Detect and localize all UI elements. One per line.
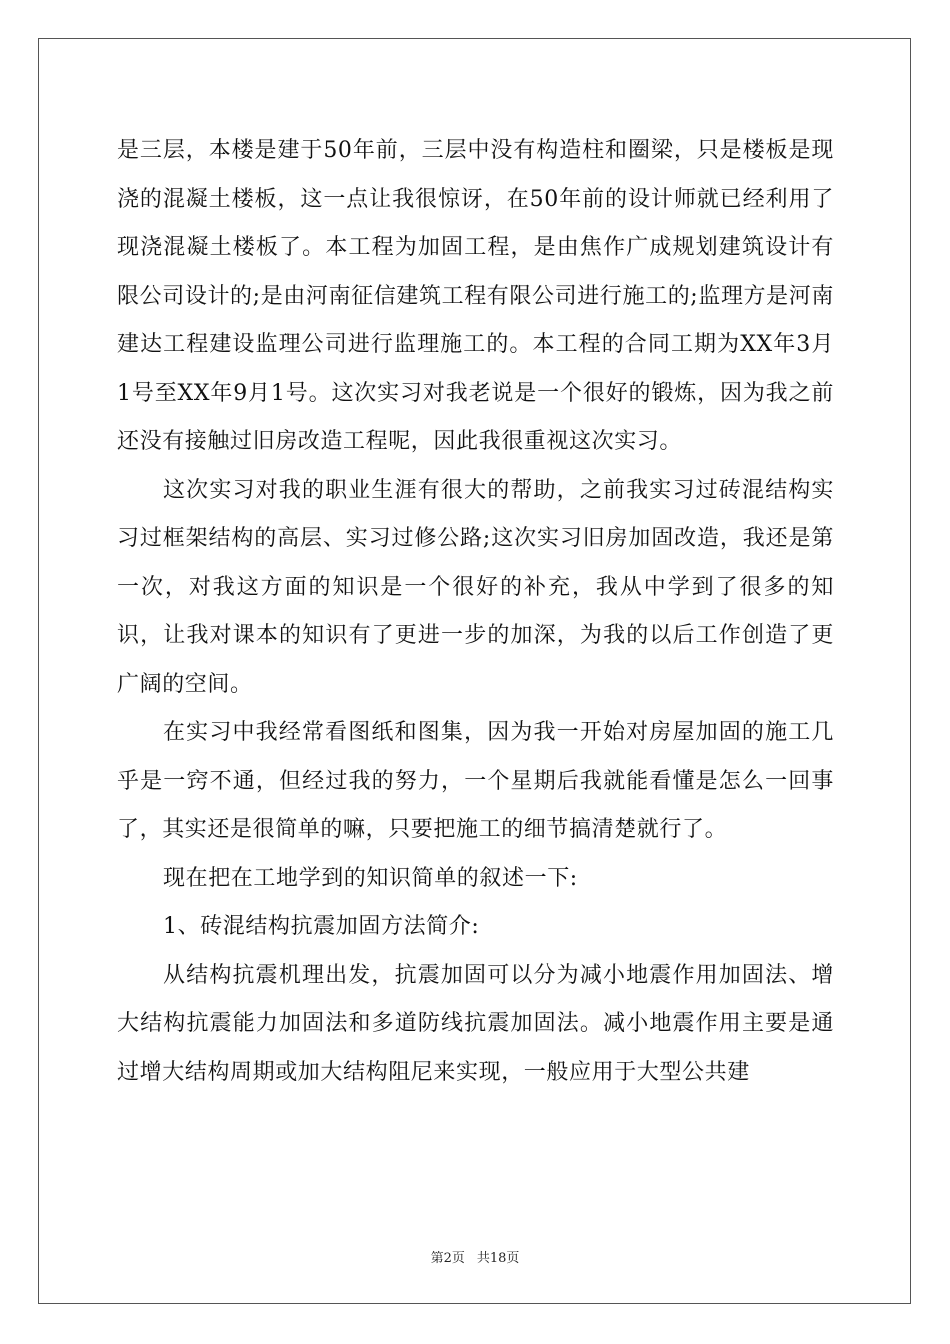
section-heading: 1、砖混结构抗震加固方法简介: <box>163 914 480 939</box>
paragraph-3: 在实习中我经常看图纸和图集，因为我一开始对房屋加固的施工几乎是一窍不通，但经过我的努力，一个星期后我就能看懂是怎么一回事了，其实还是很简单的嘛，只要把施工的细节搞清楚就行了。 <box>117 720 834 842</box>
paragraph-1: 是三层，本楼是建于50年前，三层中没有构造柱和圈梁，只是楼板是现浇的混凝土楼板，这一点让我很惊讶，在50年前的设计师就已经利用了现浇混凝土楼板了。本工程为加固工程，是由焦作广成规划建筑设计有限公司设计的;是由河南征信建筑工程有限公司进行施工的;监理方是河南建达工程建设监理公司进行监理施工的。本工程的合同工期为XX年3月1号至XX年9月1号。这次实习对我老说是一个很好的锻炼，因为我之前还没有接触过旧房改造工程呢，因此我很重视这次实习。 <box>117 138 834 454</box>
paragraph-6: 从结构抗震机理出发，抗震加固可以分为减小地震作用加固法、增大结构抗震能力加固法和多道防线抗震加固法。减小地震作用主要是通过增大结构周期或加大结构阻尼来实现，一般应用于大型公共建 <box>117 962 834 1085</box>
total-pages: 共18页 <box>476 1251 520 1266</box>
paragraph-2: 这次实习对我的职业生涯有很大的帮助，之前我实习过砖混结构实习过框架结构的高层、实习过修公路;这次实习旧房加固改造，我还是第一次，对我这方面的知识是一个很好的补充，我从中学到了很多的知识，让我对课本的知识有了更进一步的加深，为我的以后工作创造了更广阔的空间。 <box>117 477 834 697</box>
paragraph-4: 现在把在工地学到的知识简单的叙述一下: <box>163 865 578 891</box>
document-body <box>117 127 834 1097</box>
page-number: 第2页 <box>430 1251 465 1266</box>
page-footer <box>0 1247 950 1266</box>
